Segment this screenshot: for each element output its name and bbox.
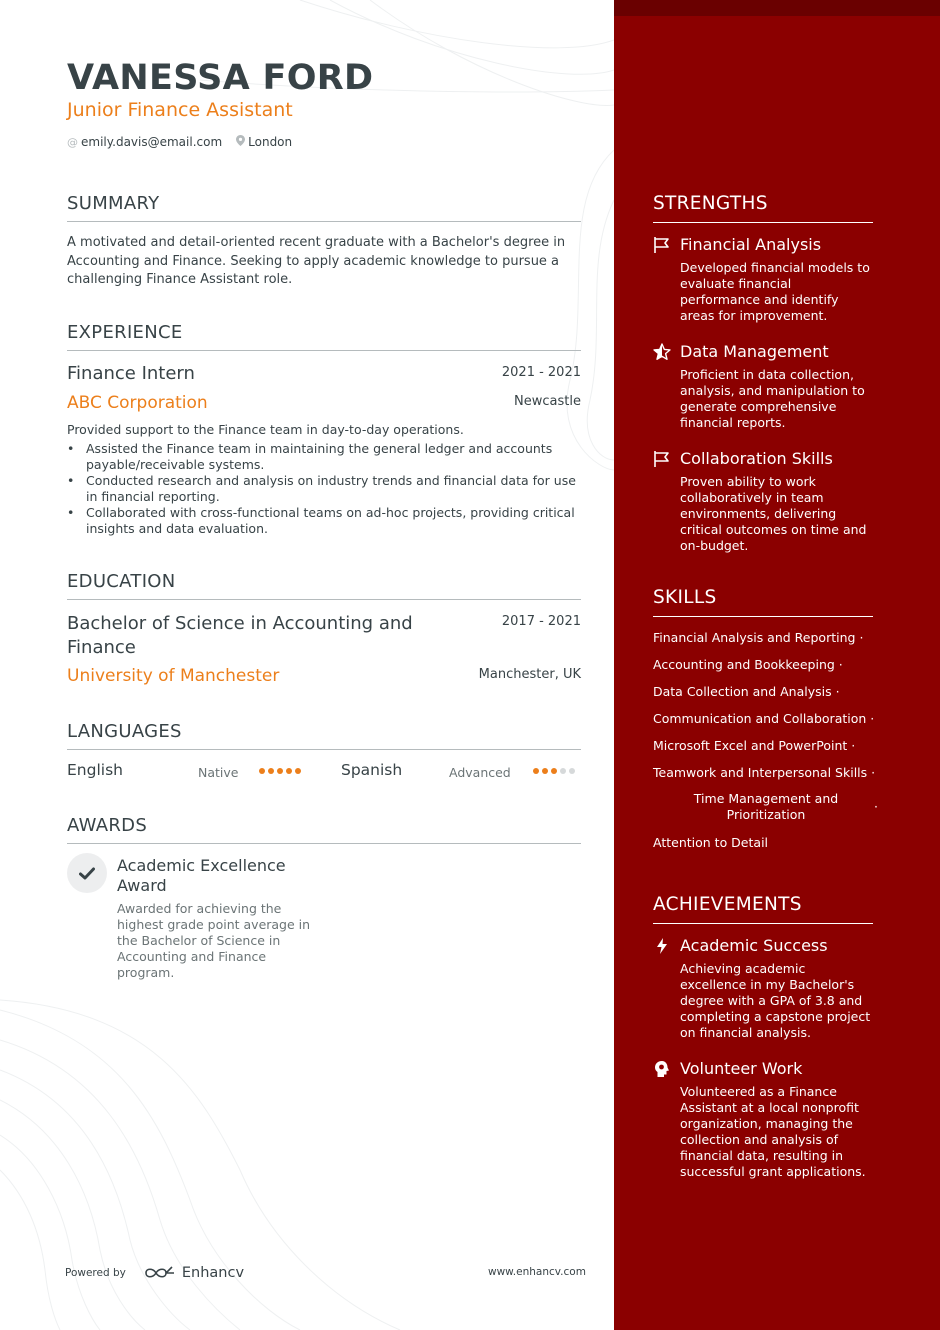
education-school: University of Manchester (67, 666, 280, 686)
experience-dates: 2021 - 2021 (501, 365, 581, 380)
summary-text: A motivated and detail-oriented recent graduate with a Bachelor's degree in Accounting and Finance. Seeking to apply academic knowledge to pursue a challenging Finance Assistant role. (67, 235, 566, 287)
skill-item (653, 657, 843, 672)
skill-label: Accounting and Bookkeeping (653, 657, 835, 672)
rating-dot (560, 768, 566, 774)
skill-separator: · (838, 657, 843, 672)
powered-by-label: Powered by (65, 1267, 126, 1279)
rating-dot (277, 768, 283, 774)
experience-company: ABC Corporation (67, 393, 208, 413)
summary-heading: SUMMARY (67, 193, 581, 222)
language-rating (259, 768, 301, 774)
skill-item (653, 630, 863, 645)
sidebar-top-bar (614, 0, 940, 16)
bolt-icon (653, 937, 671, 955)
skill-separator: · (859, 630, 864, 645)
education-heading: EDUCATION (67, 571, 581, 600)
skill-separator: · (851, 738, 856, 753)
language-name: English (67, 761, 123, 779)
enhancv-logo[interactable] (144, 1265, 244, 1281)
language-rating (533, 768, 575, 774)
strength-title: Data Management (680, 342, 829, 361)
skill-item (653, 738, 855, 753)
website-link[interactable]: www.enhancv.com (488, 1266, 586, 1278)
skill-label: Communication and Collaboration (653, 711, 867, 726)
brand-name: Enhancv (181, 1265, 245, 1281)
brain-icon (653, 1060, 671, 1078)
education-dates: 2017 - 2021 (501, 614, 581, 629)
skill-label: Financial Analysis and Reporting (653, 630, 856, 645)
strength-description: Proven ability to work collaboratively in team environments, delivering critical outcomes on time and on-budget. (680, 474, 867, 553)
flag-icon (653, 450, 671, 468)
rating-dot (259, 768, 265, 774)
footer-powered-by (65, 1265, 244, 1281)
rating-dot (551, 768, 557, 774)
award-title: Academic Excellence Award (117, 856, 286, 895)
award-description: Awarded for achieving the highest grade point average in the Bachelor of Science in Accounting and Finance program. (117, 901, 311, 980)
star-half-icon (653, 343, 671, 361)
flag-icon (653, 236, 671, 254)
rating-dot (268, 768, 274, 774)
experience-role: Finance Intern (67, 363, 195, 384)
skill-label: Teamwork and Interpersonal Skills (653, 765, 868, 780)
checkmark-icon (67, 853, 107, 893)
language-level: Native (198, 765, 239, 780)
location-text: London (248, 135, 293, 149)
skill-separator: · (835, 684, 840, 699)
experience-summary: Provided support to the Finance team in day-to-day operations. (67, 422, 464, 437)
experience-description (67, 422, 581, 537)
achievement-title: Volunteer Work (680, 1059, 803, 1078)
rating-dot (542, 768, 548, 774)
skill-label: Attention to Detail (653, 835, 769, 850)
skills-heading: SKILLS (653, 587, 873, 617)
candidate-name: VANESSA FORD (67, 58, 374, 98)
experience-location: Newcastle (514, 394, 581, 409)
experience-heading: EXPERIENCE (67, 322, 581, 351)
skill-item (653, 765, 875, 780)
strength-title: Collaboration Skills (680, 449, 833, 468)
contact-info (67, 135, 292, 149)
language-name: Spanish (341, 761, 403, 779)
list-item: • Assisted the Finance team in maintaining the general ledger and accounts payable/receivable systems. (67, 441, 581, 473)
achievement-title: Academic Success (680, 936, 828, 955)
achievement-description: Volunteered as a Finance Assistant at a local nonprofit organization, managing the collection and analysis of financial data, resulting in successful grant applications. (680, 1084, 866, 1179)
skill-item (653, 835, 768, 850)
experience-bullets (67, 441, 581, 537)
rating-dot (286, 768, 292, 774)
language-level: Advanced (449, 765, 511, 780)
strength-description: Proficient in data collection, analysis, and manipulation to generate comprehensive financial reports. (680, 367, 865, 430)
skill-item (653, 791, 879, 823)
achievement-description: Achieving academic excellence in my Bachelor's degree with a GPA of 3.8 and completing a capstone project on financial analysis. (680, 961, 871, 1040)
skill-separator: · (871, 765, 876, 780)
education-location: Manchester, UK (478, 667, 581, 682)
sidebar (614, 0, 940, 1330)
list-item: • Conducted research and analysis on industry trends and financial data for use in financial reporting. (67, 473, 581, 505)
education-degree: Bachelor of Science in Accounting and Finance (67, 613, 413, 658)
strength-description: Developed financial models to evaluate financial performance and identify areas for improvement. (680, 260, 870, 323)
achievements-heading: ACHIEVEMENTS (653, 894, 873, 924)
skill-item (653, 684, 840, 699)
strength-title: Financial Analysis (680, 235, 822, 254)
languages-heading: LANGUAGES (67, 721, 581, 750)
skill-label: Data Collection and Analysis (653, 684, 832, 699)
job-title: Junior Finance Assistant (67, 99, 293, 121)
awards-heading: AWARDS (67, 815, 581, 844)
rating-dot (533, 768, 539, 774)
at-icon: @ (67, 135, 78, 149)
skill-item (653, 711, 874, 726)
list-item: • Collaborated with cross-functional teams on ad-hoc projects, providing critical insights and data evaluation. (67, 505, 581, 537)
skill-label: Microsoft Excel and PowerPoint (653, 738, 848, 753)
rating-dot (295, 768, 301, 774)
rating-dot (569, 768, 575, 774)
skill-label: Time Management and Prioritization (693, 791, 839, 822)
email-link[interactable]: emily.davis@email.com (81, 135, 223, 149)
skill-separator: · (870, 711, 875, 726)
strengths-heading: STRENGTHS (653, 193, 873, 223)
location-pin-icon (236, 135, 245, 149)
enhancv-logo-icon (144, 1265, 176, 1281)
skill-separator: · (874, 799, 878, 814)
